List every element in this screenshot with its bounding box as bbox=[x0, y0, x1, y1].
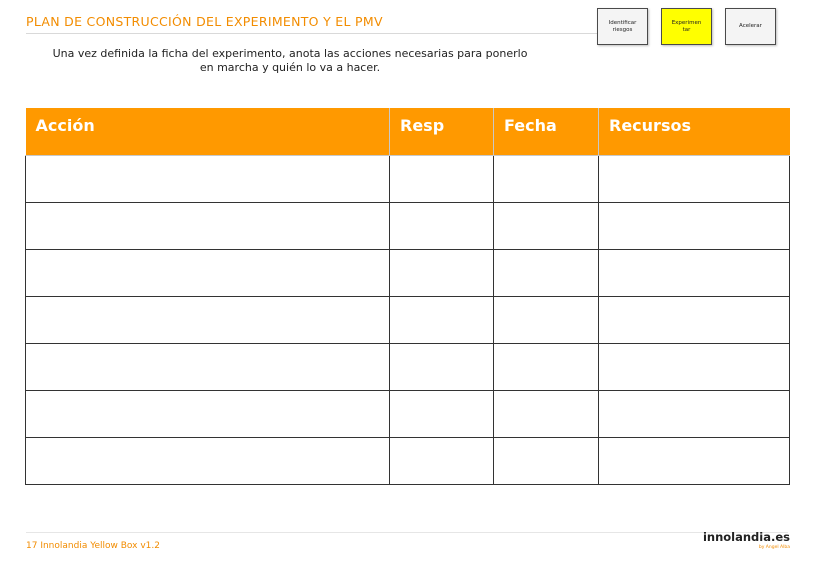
step-identificar-riesgos bbox=[597, 8, 648, 45]
cell-accion[interactable] bbox=[26, 249, 390, 296]
table-row bbox=[26, 202, 790, 249]
cell-resp[interactable] bbox=[390, 202, 494, 249]
cell-fecha[interactable] bbox=[494, 390, 599, 437]
cell-fecha[interactable] bbox=[494, 155, 599, 202]
cell-recursos[interactable] bbox=[599, 249, 790, 296]
cell-resp[interactable] bbox=[390, 249, 494, 296]
page-number-label: 17 Innolandia Yellow Box v1.2 bbox=[26, 541, 160, 551]
process-steps bbox=[597, 8, 776, 45]
table-row bbox=[26, 343, 790, 390]
step-label-line-1: Acelerar bbox=[739, 23, 762, 30]
cell-accion[interactable] bbox=[26, 155, 390, 202]
cell-accion[interactable] bbox=[26, 202, 390, 249]
step-acelerar bbox=[725, 8, 776, 45]
cell-recursos[interactable] bbox=[599, 343, 790, 390]
brand-logo bbox=[703, 530, 790, 550]
step-label-line-2: riesgos bbox=[612, 26, 633, 33]
cell-resp[interactable] bbox=[390, 343, 494, 390]
cell-fecha[interactable] bbox=[494, 249, 599, 296]
cell-accion[interactable] bbox=[26, 437, 390, 484]
brand-name: innolandia.es bbox=[702, 530, 790, 544]
cell-fecha[interactable] bbox=[494, 296, 599, 343]
brand-byline: by Angel Alba bbox=[758, 545, 790, 550]
table-header-row bbox=[26, 108, 790, 155]
step-experimentar bbox=[661, 8, 712, 45]
cell-resp[interactable] bbox=[390, 390, 494, 437]
footer-divider bbox=[26, 532, 788, 533]
table-row bbox=[26, 296, 790, 343]
cell-accion[interactable] bbox=[26, 296, 390, 343]
instructions-line-1: Una vez definida la ficha del experimento, anota las acciones necesarias para ponerlo bbox=[52, 47, 528, 60]
cell-recursos[interactable] bbox=[599, 296, 790, 343]
cell-recursos[interactable] bbox=[599, 155, 790, 202]
cell-recursos[interactable] bbox=[599, 202, 790, 249]
page-title: PLAN DE CONSTRUCCIÓN DEL EXPERIMENTO Y EL PMV bbox=[26, 14, 383, 29]
cell-recursos[interactable] bbox=[599, 390, 790, 437]
table-row bbox=[26, 155, 790, 202]
step-label-line-1: Experimen bbox=[671, 20, 702, 26]
cell-fecha[interactable] bbox=[494, 343, 599, 390]
column-header-fecha: Fecha bbox=[494, 108, 599, 155]
table-row bbox=[26, 249, 790, 296]
cell-accion[interactable] bbox=[26, 343, 390, 390]
column-header-resp: Resp bbox=[390, 108, 494, 155]
column-header-accion: Acción bbox=[26, 108, 390, 155]
table-row bbox=[26, 390, 790, 437]
instructions bbox=[40, 47, 540, 75]
title-divider bbox=[26, 33, 614, 34]
cell-resp[interactable] bbox=[390, 155, 494, 202]
column-header-recursos: Recursos bbox=[599, 108, 790, 155]
cell-fecha[interactable] bbox=[494, 437, 599, 484]
cell-resp[interactable] bbox=[390, 296, 494, 343]
cell-accion[interactable] bbox=[26, 390, 390, 437]
step-label-line-1: Identificar bbox=[608, 20, 637, 26]
cell-recursos[interactable] bbox=[599, 437, 790, 484]
instructions-line-2: en marcha y quién lo va a hacer. bbox=[199, 61, 381, 74]
action-plan-table bbox=[25, 108, 790, 485]
cell-fecha[interactable] bbox=[494, 202, 599, 249]
step-label-line-2: tar bbox=[682, 26, 691, 33]
cell-resp[interactable] bbox=[390, 437, 494, 484]
table-row bbox=[26, 437, 790, 484]
